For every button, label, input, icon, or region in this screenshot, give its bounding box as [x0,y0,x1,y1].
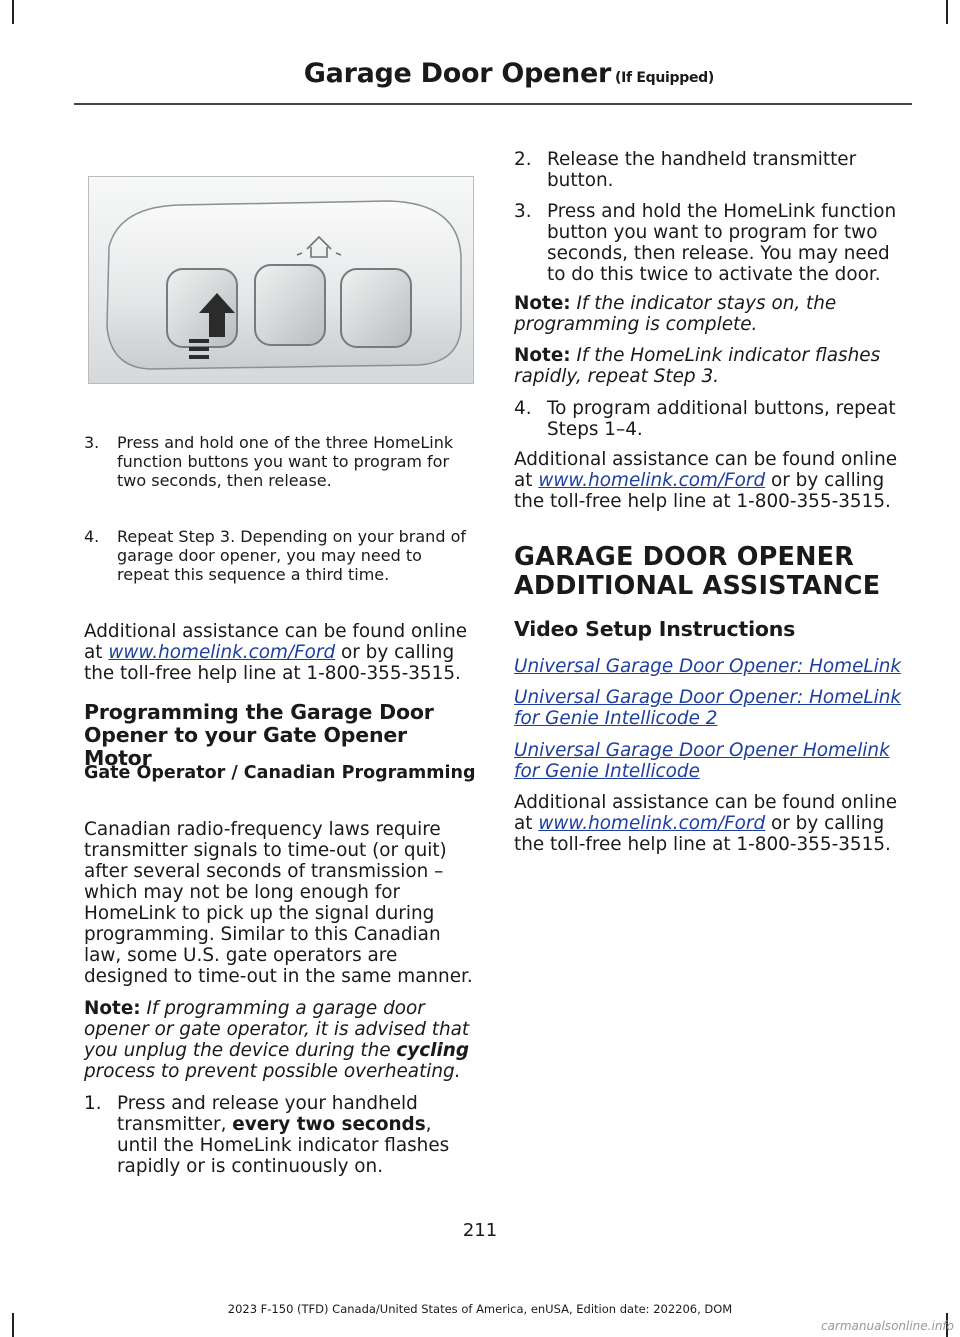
canadian-paragraph: Canadian radio-frequency laws require transmitter signals to time-out (or quit) after several seconds of transmission – which may not be long enough for HomeLink to pick up the signal during programming. Similar to this Canadian law, some U.S. gate operators are designed to time-out in the same manner. [84,819,473,987]
list-number: 3. [514,201,532,222]
note-paragraph: Note: If the indicator stays on, the programming is complete. [514,293,837,335]
crop-mark [946,0,948,24]
homelink-button-3 [341,269,411,347]
footer-text: 2023 F-150 (TFD) Canada/United States of America, enUSA, Edition date: 202206, DOM [227,1302,733,1316]
crop-mark [12,1313,14,1337]
list-item [514,398,904,440]
list-text: Press and hold one of the three HomeLink function buttons you want to program for two seconds, then release. [117,433,454,490]
list-item [84,527,474,584]
list-number: 2. [514,149,532,170]
list-item [514,149,904,191]
main-heading: GARAGE DOOR OPENER [514,542,855,572]
list-text: Repeat Step 3. Depending on your brand of garage door opener, you may need to repeat this sequence a third time. [117,527,466,584]
list-number: 1. [84,1093,102,1114]
assistance-paragraph: Additional assistance can be found online at www.homelink.com/Ford or by calling the toll-free help line at 1-800-355-3515. [514,792,898,855]
homelink-buttons-illustration [88,176,474,384]
homelink-link[interactable]: www.homelink.com/Ford [538,470,766,491]
list-number: 3. [84,433,100,452]
page-title: Garage Door Opener (If Equipped) [303,58,714,89]
list-text: Press and hold the HomeLink function button you want to program for two seconds, then release. You may need to do this twice to activate the door. [547,201,897,285]
video-heading: Video Setup Instructions [514,617,796,641]
crop-mark [12,0,14,24]
assistance-paragraph: Additional assistance can be found online at www.homelink.com/Ford or by calling the toll-free help line at 1-800-355-3515. [84,621,468,684]
video-link-2[interactable]: Universal Garage Door Opener: HomeLink for Genie Intellicode 2 [514,687,902,729]
note-paragraph: Note: If the HomeLink indicator flashes rapidly, repeat Step 3. [514,345,881,387]
header-divider [74,103,912,105]
homelink-link[interactable]: www.homelink.com/Ford [538,813,766,834]
video-link-3[interactable]: Universal Garage Door Opener Homelink for Genie Intellicode [514,740,890,782]
main-heading: ADDITIONAL ASSISTANCE [514,571,881,601]
homelink-buttons-svg [89,177,473,383]
homelink-link[interactable]: www.homelink.com/Ford [108,642,336,663]
page-number: 211 [462,1220,498,1241]
list-item [84,433,474,490]
watermark: carmanualsonline.info [820,1319,954,1333]
note-paragraph: Note: If programming a garage door opener or gate operator, it is advised that you unplug the device during the cycling process to prevent possible overheating. [84,998,470,1082]
video-link-1[interactable]: Universal Garage Door Opener: HomeLink [514,656,902,677]
assistance-paragraph: Additional assistance can be found online at www.homelink.com/Ford or by calling the toll-free help line at 1-800-355-3515. [514,449,898,512]
section-heading: Programming the Garage Door Opener to your Gate Opener Motor [84,700,434,770]
list-number: 4. [514,398,532,419]
subsection-heading: Gate Operator / Canadian Programming [84,763,476,783]
list-text: Release the handheld transmitter button. [547,149,857,191]
list-item: 1. Press and release your handheld transmitter, every two seconds, until the HomeLink indicator flashes rapidly or is continuously on. [84,1093,450,1177]
list-number: 4. [84,527,100,546]
homelink-button-2 [255,265,325,345]
list-item [514,201,904,285]
list-text: To program additional buttons, repeat Steps 1–4. [547,398,896,440]
page-subtitle: (If Equipped) [615,70,714,86]
